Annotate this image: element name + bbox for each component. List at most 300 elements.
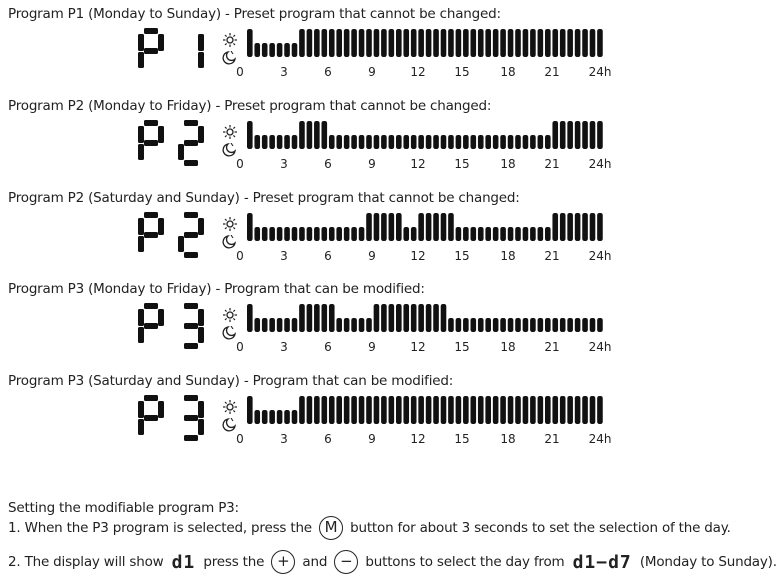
half-hour-bar-comfort (418, 304, 424, 332)
half-hour-bar-comfort (396, 396, 402, 424)
half-hour-bar-economy (426, 135, 432, 149)
half-hour-bar-economy (463, 135, 469, 149)
half-hour-bar-comfort (314, 304, 320, 332)
half-hour-bar-comfort (396, 213, 402, 241)
hour-tick-label: 24h (588, 432, 612, 446)
half-hour-bar-comfort (374, 29, 380, 57)
segment-a (184, 212, 198, 218)
half-hour-bar-economy (493, 135, 499, 149)
hour-tick-label: 0 (236, 340, 244, 354)
hour-tick-label: 15 (454, 157, 470, 171)
half-hour-bar-economy (545, 318, 551, 332)
hour-tick-label: 18 (500, 340, 516, 354)
segment-a (144, 120, 158, 126)
step1-text-b: button for about 3 seconds to set the selection of the day. (350, 520, 731, 536)
half-hour-bar-comfort (403, 304, 409, 332)
half-hour-bar-comfort (381, 213, 387, 241)
segment-f (138, 309, 144, 326)
hour-tick-label: 18 (500, 432, 516, 446)
segment-b (198, 401, 204, 418)
half-hour-bar-economy (515, 318, 521, 332)
half-hour-bar-comfort (389, 213, 395, 241)
half-hour-bar-economy (269, 318, 275, 332)
half-hour-bar-comfort (389, 29, 395, 57)
half-hour-bar-economy (508, 227, 514, 241)
half-hour-bar-comfort (247, 29, 253, 57)
sun-icon (222, 32, 238, 51)
half-hour-bar-comfort (448, 29, 454, 57)
half-hour-bar-economy (478, 318, 484, 332)
half-hour-bar-comfort (426, 213, 432, 241)
half-hour-bar-economy (336, 318, 342, 332)
half-hour-bar-economy (538, 227, 544, 241)
half-hour-bar-economy (493, 318, 499, 332)
hour-tick-label: 3 (280, 432, 288, 446)
half-hour-bar-economy (590, 318, 596, 332)
half-hour-bar-economy (254, 227, 260, 241)
half-hour-bar-economy (344, 318, 350, 332)
half-hour-bar-comfort (336, 396, 342, 424)
hour-tick-label: 6 (324, 249, 332, 263)
hour-tick-label: 18 (500, 157, 516, 171)
half-hour-bar-comfort (575, 396, 581, 424)
hour-tick-label: 3 (280, 157, 288, 171)
half-hour-bar-comfort (493, 29, 499, 57)
half-hour-bar-comfort (329, 396, 335, 424)
half-hour-bar-economy (597, 318, 603, 332)
half-hour-bar-comfort (441, 213, 447, 241)
half-hour-bar-economy (403, 227, 409, 241)
half-hour-bar-comfort (381, 29, 387, 57)
display-day-range-glyph: d1−d7 (572, 551, 632, 573)
half-hour-bar-comfort (441, 29, 447, 57)
half-hour-bar-comfort (463, 29, 469, 57)
segment-f (138, 401, 144, 418)
sun-icon (222, 399, 238, 418)
half-hour-bar-economy (284, 227, 290, 241)
half-hour-bar-economy (351, 135, 357, 149)
half-hour-bar-comfort (582, 396, 588, 424)
half-hour-bar-economy (493, 227, 499, 241)
half-hour-bar-comfort (299, 396, 305, 424)
segment-b (158, 34, 164, 51)
half-hour-bar-economy (485, 135, 491, 149)
hour-tick-label: 6 (324, 340, 332, 354)
half-hour-bar-economy (538, 135, 544, 149)
half-hour-bar-economy (359, 318, 365, 332)
hour-tick-label: 12 (410, 157, 426, 171)
half-hour-bar-economy (292, 318, 298, 332)
half-hour-bar-economy (471, 135, 477, 149)
program-heading: Program P1 (Monday to Sunday) - Preset program that cannot be changed: (8, 6, 501, 22)
half-hour-bar-economy (448, 318, 454, 332)
hour-axis (0, 340, 783, 356)
hour-tick-label: 0 (236, 65, 244, 79)
hour-tick-label: 24h (588, 340, 612, 354)
half-hour-bar-comfort (560, 29, 566, 57)
step2-text-c: buttons to select the day from (365, 554, 565, 570)
half-hour-bar-comfort (307, 121, 313, 149)
half-hour-bar-economy (552, 318, 558, 332)
half-hour-bar-economy (336, 227, 342, 241)
half-hour-bar-comfort (590, 29, 596, 57)
half-hour-bar-economy (344, 227, 350, 241)
hour-tick-label: 15 (454, 432, 470, 446)
display-d1-glyph: d1 (171, 551, 196, 573)
program-heading: Program P3 (Monday to Friday) - Program that can be modified: (8, 281, 425, 297)
half-hour-bar-comfort (351, 29, 357, 57)
segment-g (184, 140, 198, 146)
half-hour-bar-comfort (403, 29, 409, 57)
program-heading: Program P2 (Monday to Friday) - Preset program that cannot be changed: (8, 98, 492, 114)
half-hour-bar-comfort (478, 396, 484, 424)
half-hour-bar-comfort (478, 29, 484, 57)
half-hour-bar-economy (575, 318, 581, 332)
half-hour-bar-economy (500, 227, 506, 241)
half-hour-bar-comfort (508, 29, 514, 57)
half-hour-bar-comfort (329, 29, 335, 57)
half-hour-bar-comfort (530, 29, 536, 57)
half-hour-bar-comfort (396, 304, 402, 332)
half-hour-bar-economy (292, 43, 298, 57)
half-hour-bar-comfort (307, 29, 313, 57)
half-hour-bar-comfort (575, 121, 581, 149)
segment-b (158, 218, 164, 235)
half-hour-bar-economy (463, 227, 469, 241)
half-hour-bar-economy (292, 227, 298, 241)
half-hour-bar-comfort (530, 396, 536, 424)
step2-text-d: (Monday to Sunday). (639, 554, 777, 570)
schedule-bars (247, 213, 607, 249)
digit-1 (198, 34, 204, 68)
hour-axis (0, 65, 783, 81)
segment-g (184, 323, 198, 329)
step1-text-a: 1. When the P3 program is selected, press the (8, 520, 312, 536)
half-hour-bar-comfort (493, 396, 499, 424)
program-heading: Program P3 (Saturday and Sunday) - Program that can be modified: (8, 373, 454, 389)
instructions-title: Setting the modifiable program P3: (8, 500, 239, 516)
half-hour-bar-comfort (426, 304, 432, 332)
segment-b (158, 309, 164, 326)
half-hour-bar-comfort (471, 396, 477, 424)
half-hour-bar-economy (530, 227, 536, 241)
hour-tick-label: 18 (500, 249, 516, 263)
half-hour-bar-economy (523, 135, 529, 149)
half-hour-bar-comfort (508, 396, 514, 424)
sun-icon (222, 216, 238, 235)
half-hour-bar-comfort (552, 29, 558, 57)
half-hour-bar-economy (262, 135, 268, 149)
half-hour-bar-comfort (575, 29, 581, 57)
half-hour-bar-comfort (552, 121, 558, 149)
hour-tick-label: 15 (454, 65, 470, 79)
half-hour-bar-comfort (374, 304, 380, 332)
half-hour-bar-comfort (500, 396, 506, 424)
instruction-step-2 (8, 550, 777, 574)
half-hour-bar-comfort (418, 396, 424, 424)
hour-tick-label: 21 (544, 432, 560, 446)
half-hour-bar-comfort (344, 29, 350, 57)
half-hour-bar-comfort (515, 29, 521, 57)
half-hour-bar-economy (277, 135, 283, 149)
mode-button-icon: M (319, 516, 343, 540)
schedule-bars (247, 29, 607, 65)
segment-a (184, 120, 198, 126)
segment-a (144, 212, 158, 218)
program-heading: Program P2 (Saturday and Sunday) - Preset program that cannot be changed: (8, 190, 520, 206)
half-hour-bar-economy (523, 318, 529, 332)
half-hour-bar-comfort (426, 29, 432, 57)
half-hour-bar-comfort (433, 213, 439, 241)
half-hour-bar-economy (262, 410, 268, 424)
half-hour-bar-comfort (567, 396, 573, 424)
half-hour-bar-economy (433, 135, 439, 149)
half-hour-bar-economy (254, 43, 260, 57)
half-hour-bar-comfort (307, 396, 313, 424)
segment-g (144, 140, 158, 146)
half-hour-bar-economy (262, 318, 268, 332)
segment-a (184, 395, 198, 401)
half-hour-bar-comfort (247, 396, 253, 424)
half-hour-bar-comfort (359, 29, 365, 57)
half-hour-bar-comfort (344, 396, 350, 424)
half-hour-bar-comfort (389, 304, 395, 332)
half-hour-bar-economy (299, 227, 305, 241)
half-hour-bar-comfort (366, 213, 372, 241)
half-hour-bar-economy (359, 135, 365, 149)
half-hour-bar-comfort (247, 213, 253, 241)
segment-g (144, 415, 158, 421)
half-hour-bar-economy (307, 227, 313, 241)
segment-a (144, 303, 158, 309)
half-hour-bar-comfort (448, 213, 454, 241)
half-hour-bar-economy (366, 318, 372, 332)
half-hour-bar-economy (254, 135, 260, 149)
minus-button-icon: − (334, 550, 358, 574)
half-hour-bar-economy (277, 43, 283, 57)
sun-icon (222, 124, 238, 143)
schedule-bars (247, 396, 607, 432)
half-hour-bar-economy (485, 227, 491, 241)
half-hour-bar-economy (500, 318, 506, 332)
hour-tick-label: 3 (280, 65, 288, 79)
segment-a (144, 28, 158, 34)
half-hour-bar-comfort (366, 396, 372, 424)
half-hour-bar-economy (515, 227, 521, 241)
half-hour-bar-economy (322, 227, 328, 241)
half-hour-bar-economy (530, 135, 536, 149)
half-hour-bar-economy (403, 135, 409, 149)
half-hour-bar-comfort (567, 29, 573, 57)
half-hour-bar-economy (254, 318, 260, 332)
half-hour-bar-comfort (567, 121, 573, 149)
hour-tick-label: 9 (368, 340, 376, 354)
half-hour-bar-economy (538, 318, 544, 332)
segment-b (198, 309, 204, 326)
digit-P (138, 212, 164, 252)
half-hour-bar-comfort (403, 396, 409, 424)
half-hour-bar-comfort (471, 29, 477, 57)
hour-tick-label: 12 (410, 65, 426, 79)
hour-tick-label: 24h (588, 249, 612, 263)
schedule-bars (247, 121, 607, 157)
half-hour-bar-comfort (299, 29, 305, 57)
half-hour-bar-economy (471, 318, 477, 332)
half-hour-bar-comfort (336, 29, 342, 57)
half-hour-bar-comfort (314, 121, 320, 149)
segment-a (184, 303, 198, 309)
half-hour-bar-economy (485, 318, 491, 332)
half-hour-bar-economy (344, 135, 350, 149)
hour-tick-label: 6 (324, 65, 332, 79)
half-hour-bar-comfort (381, 304, 387, 332)
hour-tick-label: 21 (544, 249, 560, 263)
segment-g (144, 48, 158, 54)
half-hour-bar-comfort (552, 396, 558, 424)
segment-b (158, 401, 164, 418)
half-hour-bar-comfort (597, 121, 603, 149)
hour-axis (0, 157, 783, 173)
half-hour-bar-economy (262, 43, 268, 57)
half-hour-bar-economy (515, 135, 521, 149)
segment-b (198, 126, 204, 143)
half-hour-bar-comfort (500, 29, 506, 57)
half-hour-bar-economy (262, 227, 268, 241)
half-hour-bar-comfort (582, 213, 588, 241)
half-hour-bar-comfort (351, 396, 357, 424)
hour-tick-label: 9 (368, 65, 376, 79)
segment-b (198, 218, 204, 235)
half-hour-bar-comfort (523, 396, 529, 424)
hour-tick-label: 3 (280, 249, 288, 263)
hour-tick-label: 12 (410, 340, 426, 354)
hour-tick-label: 18 (500, 65, 516, 79)
half-hour-bar-comfort (381, 396, 387, 424)
hour-axis (0, 432, 783, 448)
half-hour-bar-comfort (456, 29, 462, 57)
half-hour-bar-comfort (590, 121, 596, 149)
hour-tick-label: 3 (280, 340, 288, 354)
segment-f (138, 34, 144, 51)
half-hour-bar-comfort (247, 304, 253, 332)
half-hour-bar-economy (396, 135, 402, 149)
half-hour-bar-economy (523, 227, 529, 241)
segment-g (144, 232, 158, 238)
half-hour-bar-economy (456, 227, 462, 241)
half-hour-bar-comfort (441, 396, 447, 424)
half-hour-bar-economy (366, 135, 372, 149)
hour-tick-label: 12 (410, 432, 426, 446)
half-hour-bar-economy (381, 135, 387, 149)
segment-f (138, 126, 144, 143)
half-hour-bar-comfort (597, 396, 603, 424)
half-hour-bar-comfort (418, 213, 424, 241)
half-hour-bar-economy (411, 227, 417, 241)
half-hour-bar-comfort (567, 213, 573, 241)
half-hour-bar-comfort (485, 396, 491, 424)
half-hour-bar-economy (314, 227, 320, 241)
digit-P (138, 395, 164, 435)
half-hour-bar-comfort (485, 29, 491, 57)
segment-b (158, 126, 164, 143)
hour-tick-label: 12 (410, 249, 426, 263)
plus-button-icon: + (271, 550, 295, 574)
hour-tick-label: 15 (454, 249, 470, 263)
segment-a (144, 395, 158, 401)
half-hour-bar-economy (567, 318, 573, 332)
half-hour-bar-comfort (329, 304, 335, 332)
half-hour-bar-comfort (545, 29, 551, 57)
half-hour-bar-economy (284, 43, 290, 57)
step2-text-a: 2. The display will show (8, 554, 164, 570)
half-hour-bar-comfort (523, 29, 529, 57)
half-hour-bar-economy (456, 318, 462, 332)
half-hour-bar-economy (471, 227, 477, 241)
half-hour-bar-comfort (389, 396, 395, 424)
hour-tick-label: 9 (368, 432, 376, 446)
half-hour-bar-economy (500, 135, 506, 149)
half-hour-bar-economy (411, 135, 417, 149)
half-hour-bar-comfort (575, 213, 581, 241)
half-hour-bar-economy (560, 318, 566, 332)
half-hour-bar-comfort (597, 213, 603, 241)
segment-g (184, 232, 198, 238)
half-hour-bar-comfort (441, 304, 447, 332)
half-hour-bar-comfort (322, 396, 328, 424)
half-hour-bar-comfort (374, 396, 380, 424)
half-hour-bar-economy (269, 135, 275, 149)
half-hour-bar-comfort (538, 396, 544, 424)
half-hour-bar-comfort (322, 304, 328, 332)
half-hour-bar-economy (329, 227, 335, 241)
half-hour-bar-economy (277, 410, 283, 424)
half-hour-bar-economy (269, 227, 275, 241)
hour-tick-label: 21 (544, 65, 560, 79)
half-hour-bar-economy (478, 135, 484, 149)
half-hour-bar-economy (582, 318, 588, 332)
half-hour-bar-comfort (299, 121, 305, 149)
half-hour-bar-comfort (590, 396, 596, 424)
half-hour-bar-comfort (411, 396, 417, 424)
digit-P (138, 120, 164, 160)
half-hour-bar-economy (530, 318, 536, 332)
hour-axis (0, 249, 783, 265)
half-hour-bar-comfort (597, 29, 603, 57)
half-hour-bar-economy (269, 43, 275, 57)
half-hour-bar-economy (448, 135, 454, 149)
digit-P (138, 303, 164, 343)
half-hour-bar-comfort (560, 213, 566, 241)
hour-tick-label: 6 (324, 432, 332, 446)
half-hour-bar-comfort (418, 29, 424, 57)
half-hour-bar-comfort (322, 121, 328, 149)
half-hour-bar-comfort (545, 396, 551, 424)
half-hour-bar-comfort (552, 213, 558, 241)
half-hour-bar-economy (508, 135, 514, 149)
half-hour-bar-comfort (359, 396, 365, 424)
half-hour-bar-economy (284, 135, 290, 149)
half-hour-bar-comfort (426, 396, 432, 424)
half-hour-bar-economy (508, 318, 514, 332)
half-hour-bar-comfort (590, 213, 596, 241)
step2-text-b: press the (203, 554, 265, 570)
half-hour-bar-economy (292, 135, 298, 149)
segment-f (138, 218, 144, 235)
half-hour-bar-economy (463, 318, 469, 332)
hour-tick-label: 9 (368, 249, 376, 263)
hour-tick-label: 15 (454, 340, 470, 354)
half-hour-bar-economy (284, 318, 290, 332)
